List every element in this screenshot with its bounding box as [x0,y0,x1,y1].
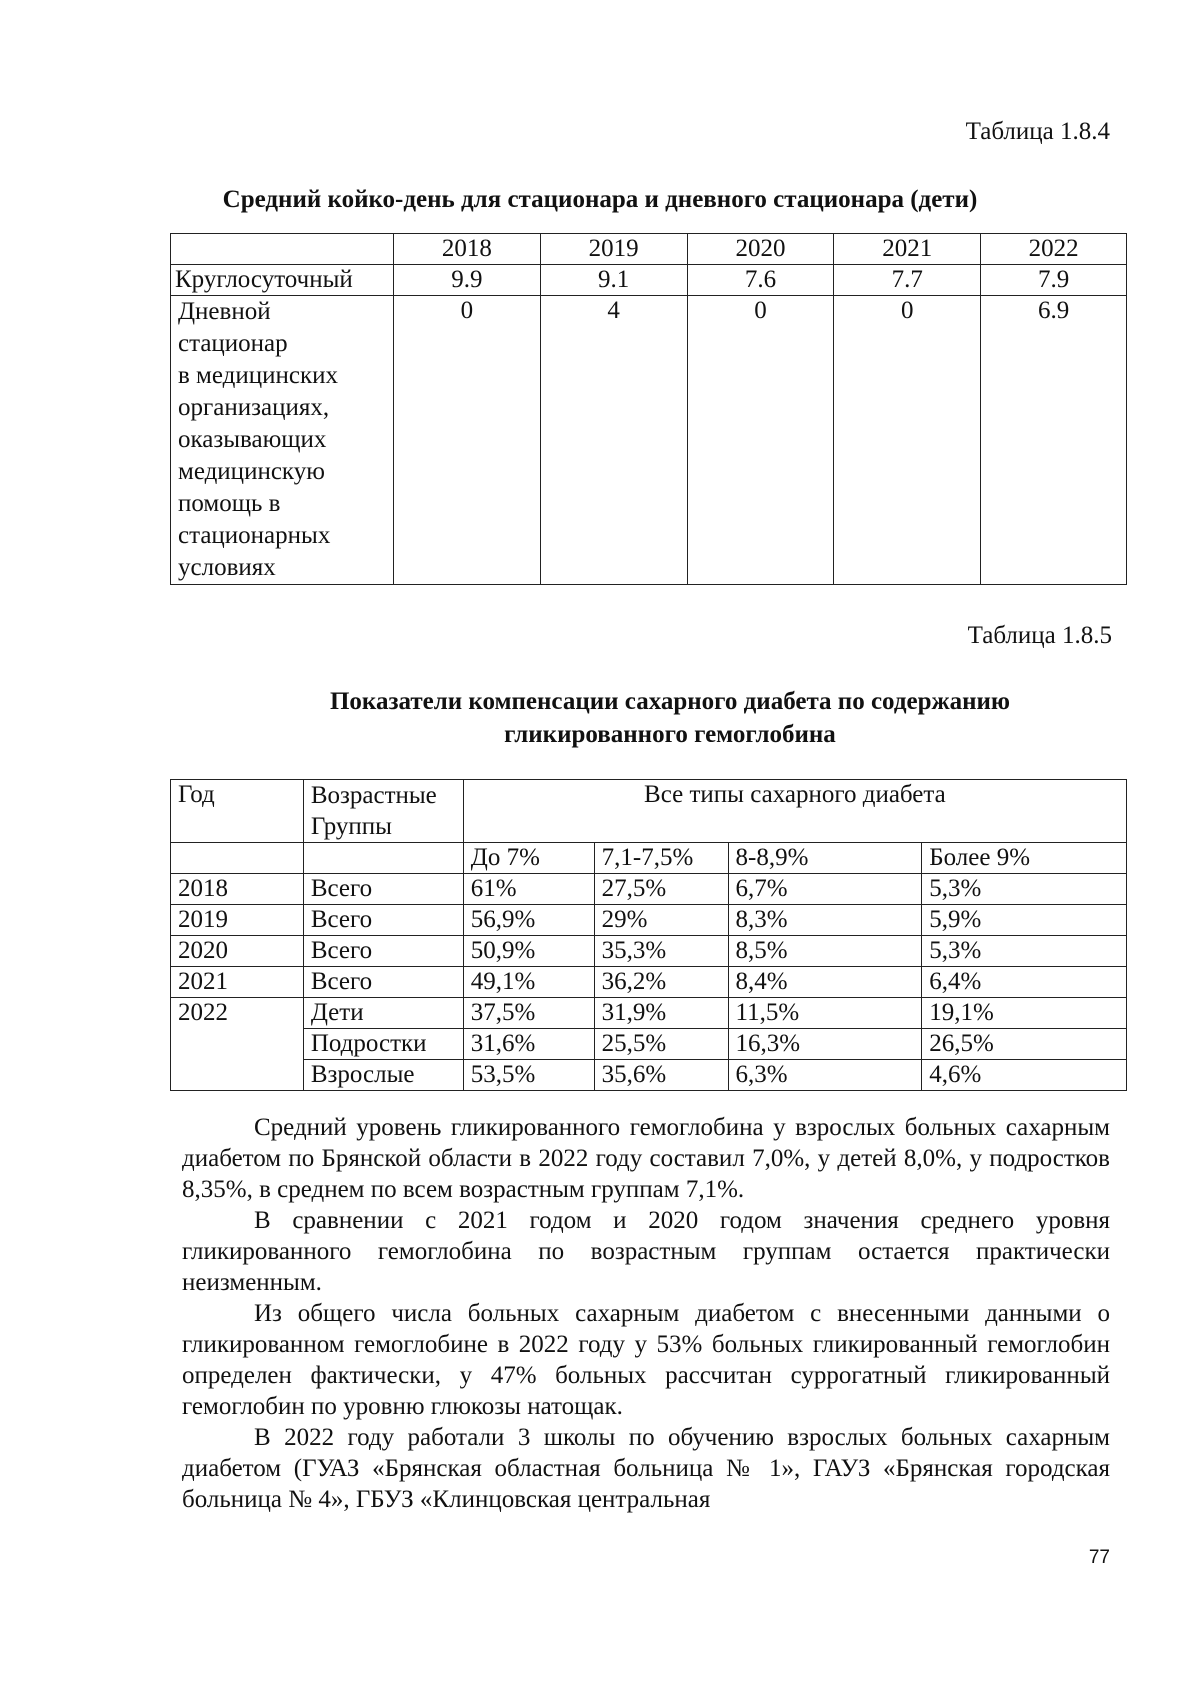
paragraph: В сравнении с 2021 годом и 2020 годом значения среднего уровня гликированного гемоглобина по возрастным группам остается практически неизменным. [182,1207,1110,1296]
subheader-cell: 7,1-7,5% [594,843,728,874]
table-1 [170,233,1127,585]
table-1-value-cell: 4 [540,296,687,585]
table-1-value-cell: 6.9 [981,296,1127,585]
year-cell: 2022 [171,998,304,1091]
col-all-types-header: Все типы сахарного диабета [463,780,1126,843]
table-1-value-cell: 0 [687,296,834,585]
year-cell: 2020 [171,936,304,967]
row-name-line: оказывающих [178,426,327,453]
table-2-header-row [171,780,1127,843]
table-2-title [220,685,1120,751]
col-age-header-line: Возрастные [310,782,437,809]
group-cell: Всего [303,905,463,936]
value-cell: 8,3% [728,905,922,936]
paragraph: Средний уровень гликированного гемоглобина у взрослых больных сахарным диабетом по Брянской области в 2022 году составил 7,0%, у детей 8,0%, у подростков 8,35%, в среднем по всем возрастным группам 7,1%. [182,1114,1110,1203]
table-2-subheader-row [171,843,1127,874]
table-row [171,1029,1127,1060]
row-name-line: условиях [178,554,276,581]
value-cell: 35,3% [594,936,728,967]
body-text [182,1112,1110,1515]
table-2-title-line: гликированного гемоглобина [504,721,836,748]
table-1-value-cell: 9.9 [393,265,540,296]
subheader-cell: Более 9% [922,843,1127,874]
col-age-header [303,780,463,843]
value-cell: 8,4% [728,967,922,998]
value-cell: 6,3% [728,1060,922,1091]
table-1-row-name [171,296,394,585]
value-cell: 56,9% [463,905,594,936]
table-1-row-name: Круглосуточный [171,265,394,296]
row-name-line: в медицинских [178,362,338,389]
table-2 [170,779,1127,1091]
table-1-year-cell: 2021 [834,234,981,265]
table-1-value-cell: 0 [393,296,540,585]
table-1-header-row [171,234,1127,265]
group-cell: Всего [303,874,463,905]
table-1-value-cell: 9.1 [540,265,687,296]
subheader-cell: До 7% [463,843,594,874]
value-cell: 16,3% [728,1029,922,1060]
row-name-line: медицинскую [178,458,325,485]
value-cell: 26,5% [922,1029,1127,1060]
subheader-cell: 8-8,9% [728,843,922,874]
paragraph: В 2022 году работали 3 школы по обучению взрослых больных сахарным диабетом (ГУАЗ «Брянская областная больница № 1», ГАУЗ «Брянская городская больница № 4», ГБУЗ «Клинцовская центральная [182,1424,1110,1513]
table-2-title-line: Показатели компенсации сахарного диабета по содержанию [329,688,1011,715]
table-row [171,967,1127,998]
table-1-row [171,296,1127,585]
table-1-title: Средний койко-день для стационара и дневного стационара (дети) [222,186,978,213]
group-cell: Всего [303,967,463,998]
value-cell: 25,5% [594,1029,728,1060]
value-cell: 31,6% [463,1029,594,1060]
value-cell: 6,7% [728,874,922,905]
row-name-line: организациях, [178,394,330,421]
group-cell: Взрослые [303,1060,463,1091]
value-cell: 53,5% [463,1060,594,1091]
value-cell: 5,3% [922,874,1127,905]
table-row [171,1060,1127,1091]
value-cell: 11,5% [728,998,922,1029]
value-cell: 5,9% [922,905,1127,936]
empty-cell [303,843,463,874]
page-number: 77 [1088,1547,1110,1568]
table-1-value-cell: 7.7 [834,265,981,296]
value-cell: 49,1% [463,967,594,998]
value-cell: 50,9% [463,936,594,967]
col-age-header-line: Группы [310,813,392,840]
value-cell: 27,5% [594,874,728,905]
row-name-line: Дневной [178,298,271,325]
value-cell: 61% [463,874,594,905]
table-1-year-cell: 2020 [687,234,834,265]
paragraph: Из общего числа больных сахарным диабетом с внесенными данными о гликированном гемоглобине в 2022 году у 53% больных гликированный гемоглобин определен фактически, у 47% больных рассчитан суррогатный гликированный гемоглобин по уровню глюкозы натощак. [182,1300,1110,1420]
value-cell: 6,4% [922,967,1127,998]
table-1-row [171,265,1127,296]
table-row [171,936,1127,967]
group-cell: Всего [303,936,463,967]
value-cell: 37,5% [463,998,594,1029]
year-cell: 2018 [171,874,304,905]
table-1-value-cell: 7.6 [687,265,834,296]
table-row [171,905,1127,936]
year-cell: 2019 [171,905,304,936]
col-year-header: Год [171,780,304,843]
table-1-year-cell: 2018 [393,234,540,265]
table-row [171,874,1127,905]
table-1-value-cell: 7.9 [981,265,1127,296]
table-1-label: Таблица 1.8.4 [965,118,1110,145]
value-cell: 19,1% [922,998,1127,1029]
group-cell: Дети [303,998,463,1029]
row-name-line: стационар [178,330,288,357]
table-1-corner-cell [171,234,394,265]
table-row [171,998,1127,1029]
value-cell: 8,5% [728,936,922,967]
value-cell: 29% [594,905,728,936]
table-2-label: Таблица 1.8.5 [967,622,1112,649]
value-cell: 31,9% [594,998,728,1029]
group-cell: Подростки [303,1029,463,1060]
empty-cell [171,843,304,874]
table-1-year-cell: 2022 [981,234,1127,265]
value-cell: 5,3% [922,936,1127,967]
year-cell: 2021 [171,967,304,998]
table-1-value-cell: 0 [834,296,981,585]
value-cell: 36,2% [594,967,728,998]
value-cell: 35,6% [594,1060,728,1091]
row-name-line: помощь в [178,490,281,517]
value-cell: 4,6% [922,1060,1127,1091]
row-name-line: стационарных [178,522,331,549]
table-1-year-cell: 2019 [540,234,687,265]
